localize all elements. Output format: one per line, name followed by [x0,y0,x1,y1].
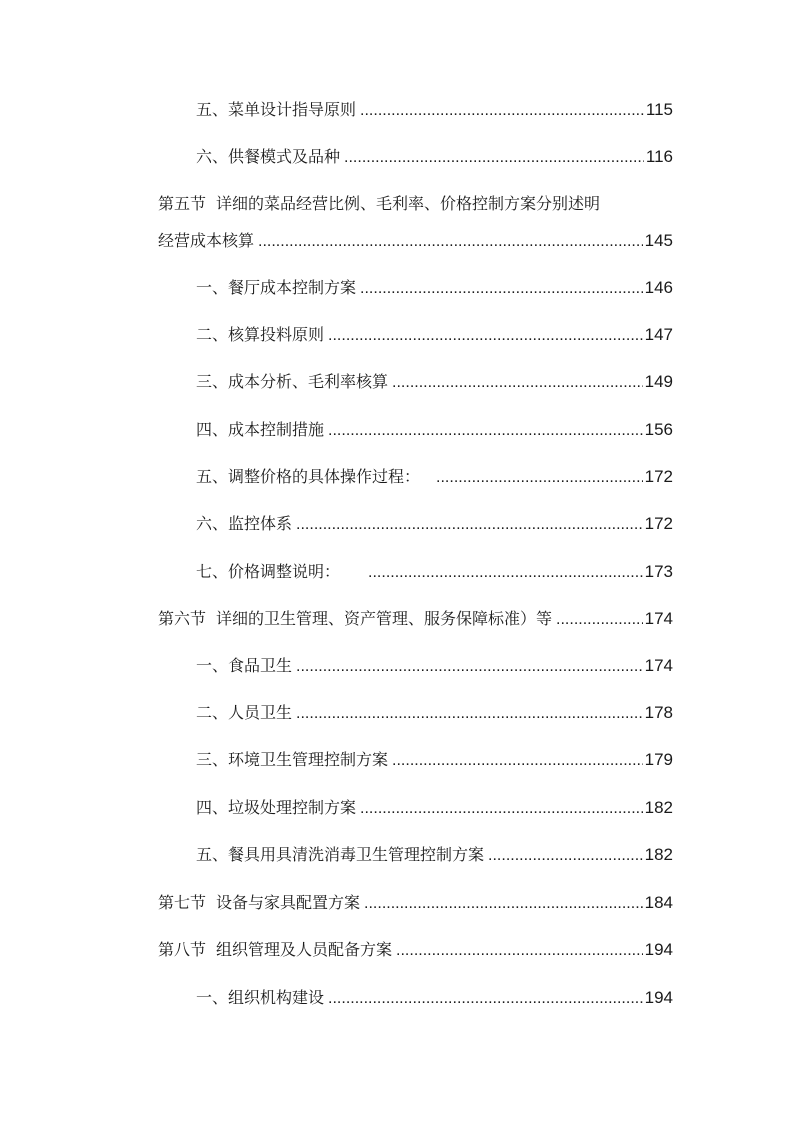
dot-leader [392,373,643,393]
toc-entry[interactable] [196,514,673,535]
toc-entry[interactable] [158,893,673,914]
entry-page-number: 194 [644,940,673,959]
entry-title: 监控体系 [228,514,293,533]
toc-entry[interactable] [158,940,673,961]
entry-page-number: 116 [645,147,673,166]
toc-entry[interactable] [196,100,673,121]
entry-title: 环境卫生管理控制方案 [228,750,389,769]
entry-number: 六、 [196,147,229,166]
toc-entry[interactable] [158,609,673,630]
entry-title: 垃圾处理控制方案 [228,798,357,817]
entry-number: 六、 [196,514,229,533]
entry-page-number: 145 [644,231,673,250]
dot-leader [368,563,643,583]
dot-leader [328,989,643,1009]
entry-number: 一、 [196,988,229,1007]
dot-leader [296,657,643,677]
entry-title: 组织机构建设 [228,988,325,1007]
toc-entry[interactable] [196,278,673,299]
section-number: 第八节 [158,940,207,959]
entry-number: 二、 [196,703,229,722]
entry-number: 三、 [196,372,229,391]
dot-leader [392,751,643,771]
dot-leader [360,799,643,819]
dot-leader [556,610,643,630]
toc-entry[interactable] [196,988,673,1009]
dot-leader [436,468,643,488]
toc-entry[interactable] [196,467,673,488]
entry-page-number: 182 [644,798,673,817]
entry-title: 人员卫生 [228,703,293,722]
toc-entry[interactable] [196,372,673,393]
entry-title: 经营成本核算 [158,231,255,250]
toc-entry[interactable] [196,656,673,677]
entry-number: 二、 [196,325,229,344]
entry-page-number: 172 [644,514,673,533]
entry-title: 调整价格的具体操作过程： [228,467,421,486]
toc-entry[interactable] [196,750,673,771]
entry-number: 一、 [196,278,229,297]
entry-number: 三、 [196,750,229,769]
toc-entry[interactable] [196,420,673,441]
entry-page-number: 173 [644,562,673,581]
dot-leader [344,148,644,168]
toc-section-heading-line1[interactable] [158,194,600,214]
dot-leader [258,232,643,252]
entry-title: 组织管理及人员配备方案 [216,940,393,959]
toc-entry[interactable] [158,231,673,252]
entry-title: 供餐模式及品种 [228,147,341,166]
entry-page-number: 174 [644,609,673,628]
section-number: 第五节 [158,194,207,213]
toc-entry[interactable] [196,703,673,724]
entry-number: 四、 [196,798,229,817]
entry-title: 成本分析、毛利率核算 [228,372,389,391]
section-number: 第七节 [158,893,207,912]
entry-title: 菜单设计指导原则 [228,100,357,119]
entry-page-number: 194 [644,988,673,1007]
entry-title: 详细的卫生管理、资产管理、服务保障标准）等 [216,609,553,628]
toc-entry[interactable] [196,325,673,346]
dot-leader [296,704,643,724]
section-title-line1: 详细的菜品经营比例、毛利率、价格控制方案分别述明 [216,194,601,213]
entry-number: 五、 [196,845,229,864]
entry-page-number: 146 [644,278,673,297]
entry-title: 设备与家具配置方案 [216,893,361,912]
entry-number: 五、 [196,100,229,119]
entry-number: 五、 [196,467,229,486]
toc-entry[interactable] [196,147,673,168]
entry-page-number: 174 [644,656,673,675]
toc-entry[interactable] [196,562,673,583]
dot-leader [360,101,644,121]
entry-page-number: 115 [645,100,673,119]
dot-leader [360,279,643,299]
entry-title: 核算投料原则 [228,325,325,344]
entry-page-number: 178 [644,703,673,722]
section-number: 第六节 [158,609,207,628]
entry-page-number: 149 [644,372,673,391]
entry-number: 一、 [196,656,229,675]
entry-title: 食品卫生 [228,656,293,675]
entry-page-number: 179 [644,750,673,769]
toc-entry[interactable] [196,798,673,819]
dot-leader [364,894,643,914]
dot-leader [328,421,643,441]
entry-title: 餐具用具清洗消毒卫生管理控制方案 [228,845,485,864]
entry-page-number: 172 [644,467,673,486]
entry-number: 七、 [196,562,229,581]
entry-page-number: 156 [644,420,673,439]
entry-page-number: 182 [644,845,673,864]
toc-entry[interactable] [196,845,673,866]
entry-page-number: 147 [644,325,673,344]
entry-number: 四、 [196,420,229,439]
entry-title: 价格调整说明： [228,562,341,581]
dot-leader [488,846,643,866]
entry-page-number: 184 [644,893,673,912]
entry-title: 成本控制措施 [228,420,325,439]
dot-leader [328,326,643,346]
entry-title: 餐厅成本控制方案 [228,278,357,297]
dot-leader [396,941,643,961]
dot-leader [296,515,643,535]
